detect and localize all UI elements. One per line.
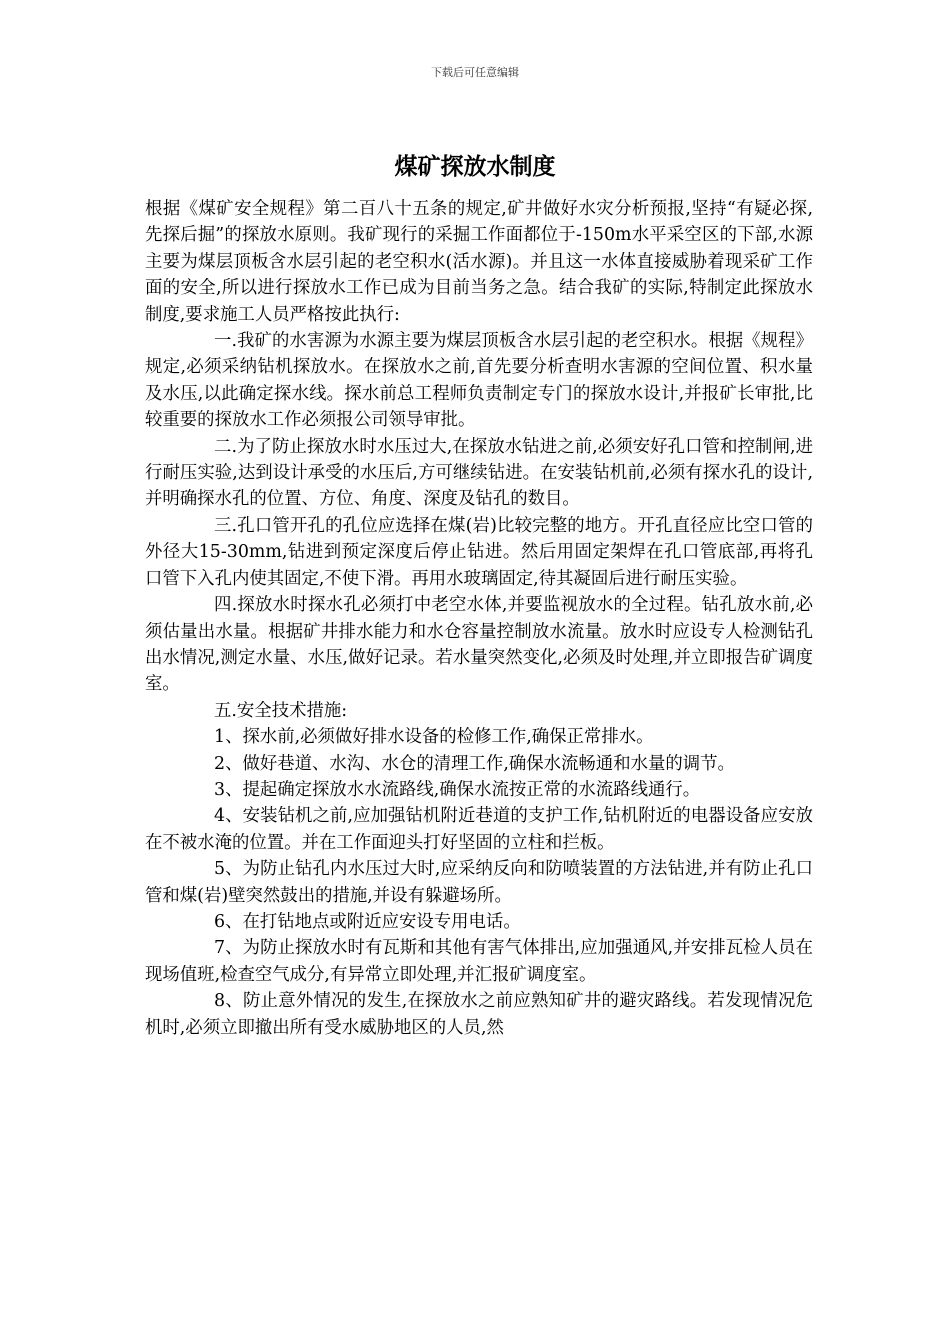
page-header-note: 下载后可任意编辑: [431, 66, 519, 79]
document-body: [145, 196, 813, 1041]
section-4-paragraph: 四.探放水时探水孔必须打中老空水体,并要监视放水的全过程。钻孔放水前,必须估量出水量。根据矿井排水能力和水仓容量控制放水流量。放水时应设专人检测钻孔出水情况,测定水量、水压,做好记录。若水量突然变化,必须及时处理,并立即报告矿调度室。: [145, 595, 813, 695]
section-3-paragraph: 三.孔口管开孔的孔位应选择在煤(岩)比较完整的地方。开孔直径应比空口管的外径大15-30mm,钻进到预定深度后停止钻进。然后用固定架焊在孔口管底部,再将孔口管下入孔内使其固定,不使下滑。再用水玻璃固定,待其凝固后进行耐压实验。: [145, 515, 813, 589]
measure-item-1: 1、探水前,必须做好排水设备的检修工作,确保正常排水。: [214, 727, 654, 748]
measure-item-7: 7、为防止探放水时有瓦斯和其他有害气体排出,应加强通风,并安排瓦检人员在现场值班,检查空气成分,有异常立即处理,并汇报矿调度室。: [145, 938, 813, 985]
section-1-paragraph: 一.我矿的水害源为水源主要为煤层顶板含水层引起的老空积水。根据《规程》规定,必须采纳钻机探放水。在探放水之前,首先要分析查明水害源的空间位置、积水量及水压,以此确定探水线。探水前总工程师负责制定专门的探放水设计,并报矿长审批,比较重要的探放水工作必须报公司领导审批。: [145, 331, 813, 431]
measure-item-8: 8、防止意外情况的发生,在探放水之前应熟知矿井的避灾路线。若发现情况危机时,必须立即撤出所有受水威胁地区的人员,然: [145, 991, 813, 1038]
measure-item-3: 3、提起确定探放水水流路线,确保水流按正常的水流路线通行。: [214, 779, 701, 800]
measure-item-5: 5、为防止钻孔内水压过大时,应采纳反向和防喷装置的方法钻进,并有防止孔口管和煤(岩)壁突然鼓出的措施,并设有躲避场所。: [145, 859, 813, 906]
measure-item-4: 4、安装钻机之前,应加强钻机附近巷道的支护工作,钻机附近的电器设备应安放在不被水淹的位置。并在工作面迎头打好坚固的立柱和拦板。: [145, 806, 813, 853]
section-5-heading: 五.安全技术措施:: [214, 700, 348, 721]
intro-paragraph: 根据《煤矿安全规程》第二百八十五条的规定,矿井做好水灾分析预报,坚持“有疑必探,先探后掘”的探放水原则。我矿现行的采掘工作面都位于-150m水平采空区的下部,水源主要为煤层顶板含水层引起的老空积水(活水源)。并且这一水体直接威胁着现采矿工作面的安全,所以进行探放水工作已成为目前当务之急。结合我矿的实际,特制定此探放水制度,要求施工人员严格按此执行:: [145, 199, 813, 325]
measure-item-6: 6、在打钻地点或附近应安设专用电话。: [214, 911, 521, 932]
document-title: 煤矿探放水制度: [394, 154, 556, 180]
section-2-paragraph: 二.为了防止探放水时水压过大,在探放水钻进之前,必须安好孔口管和控制闸,进行耐压实验,达到设计承受的水压后,方可继续钻进。在安装钻机前,必须有探水孔的设计,并明确探水孔的位置、方位、角度、深度及钻孔的数目。: [145, 436, 813, 510]
measure-item-2: 2、做好巷道、水沟、水仓的清理工作,确保水流畅通和水量的调节。: [214, 753, 735, 774]
